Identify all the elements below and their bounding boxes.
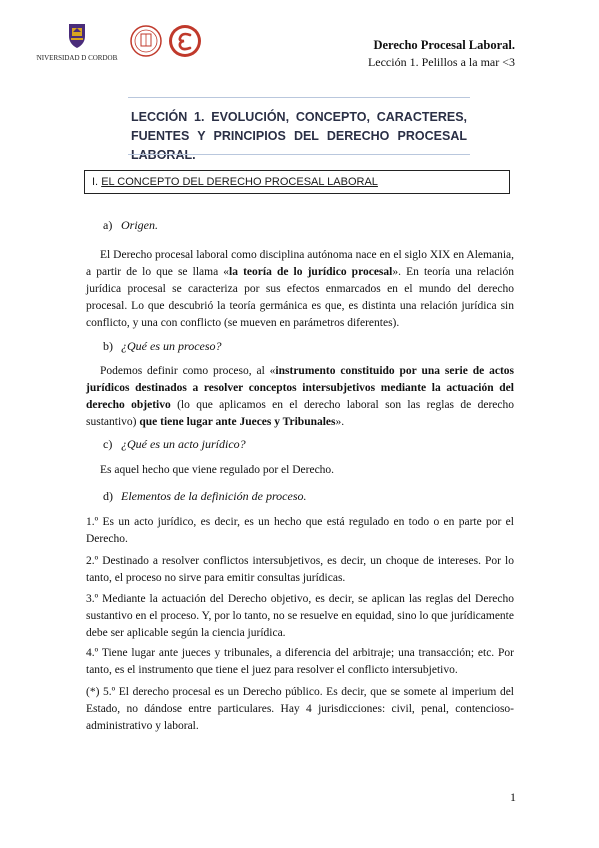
title-top-rule xyxy=(128,97,470,98)
section-heading xyxy=(92,176,378,188)
paragraph-legal-act: Es aquel hecho que viene regulado por el Derecho. xyxy=(100,464,335,476)
document-subtitle: Lección 1. Pelillos a la mar <3 xyxy=(367,55,515,69)
paragraph-process: Podemos definir como proceso, al «instrumento constituido por una serie de actos jurídicos destinados a resolver conceptos intersubjetivos mediante la actuación del derecho objetivo (lo que aplicamos en el derecho laboral son las reglas de derecho sustantivo) que tiene lugar ante Jueces y Tribunales». xyxy=(86,365,514,428)
title-bottom-rule xyxy=(128,154,470,155)
element-5: (*) 5.º El derecho procesal es un Derecho público. Es decir, que se somete al imperium del Estado, no dándose entre particulares. Hay 4 jurisdicciones: civil, penal, contencioso-administrativo y laboral. xyxy=(86,686,514,732)
lesson-title: LECCIÓN 1. EVOLUCIÓN, CONCEPTO, CARACTERES, FUENTES Y PRINCIPIOS DEL DERECHO PROCESAL LABORAL. xyxy=(131,110,467,162)
subsection-c: c) ¿Qué es un acto jurídico? xyxy=(103,437,246,451)
element-2: 2.º Destinado a resolver conflictos intersubjetivos, es decir, un choque de intereses. Por lo tanto, el proceso no sirve para emitir consultas jurídicas. xyxy=(86,555,514,584)
subsection-a: a) Origen. xyxy=(103,218,158,232)
faculty-e-logo xyxy=(168,24,202,58)
subsection-b: b) ¿Qué es un proceso? xyxy=(103,339,222,353)
element-4: 4.º Tiene lugar ante jueces y tribunales, a diferencia del arbitraje; una transacción; etc. Por tanto, es el instrumento que tiene el juez para resolver el conflicto intersubjetivo. xyxy=(86,647,514,676)
faculty-seal-logo xyxy=(130,24,162,58)
university-of-cordoba-logo xyxy=(36,22,118,66)
element-1: 1.º Es un acto jurídico, es decir, es un hecho que está regulado en todo o en parte por el Derecho. xyxy=(86,516,514,545)
document-title: Derecho Procesal Laboral. xyxy=(373,38,515,52)
subsection-d: d) Elementos de la definición de proceso. xyxy=(103,489,307,503)
section-number: I. xyxy=(92,176,99,188)
page-number: 1 xyxy=(510,790,516,804)
svg-text:UNIVERSIDAD D CORDOBA: UNIVERSIDAD D CORDOBA xyxy=(36,54,118,62)
section-title: EL CONCEPTO DEL DERECHO PROCESAL LABORAL xyxy=(101,176,378,188)
paragraph-origin: El Derecho procesal laboral como disciplina autónoma nace en el siglo XIX en Alemania, a partir de lo que se llama «la teoría de lo jurídico procesal». En teoría una relación jurídica procesal se caracteriza por sus efectos enmarcados en el mundo del derecho procesal. Lo que descubrió la teoría germánica es que, es distinta una relación jurídica sin conflicto, y una con conflicto (se mueven en parámetros diferentes). xyxy=(86,249,515,329)
element-3: 3.º Mediante la actuación del Derecho objetivo, es decir, se aplican las reglas del Derecho sustantivo en el proceso. Y, por lo tanto, no se resuelve en equidad, sino lo que jurídicamente debe ser aplicable según la ciencia jurídica. xyxy=(86,593,514,639)
